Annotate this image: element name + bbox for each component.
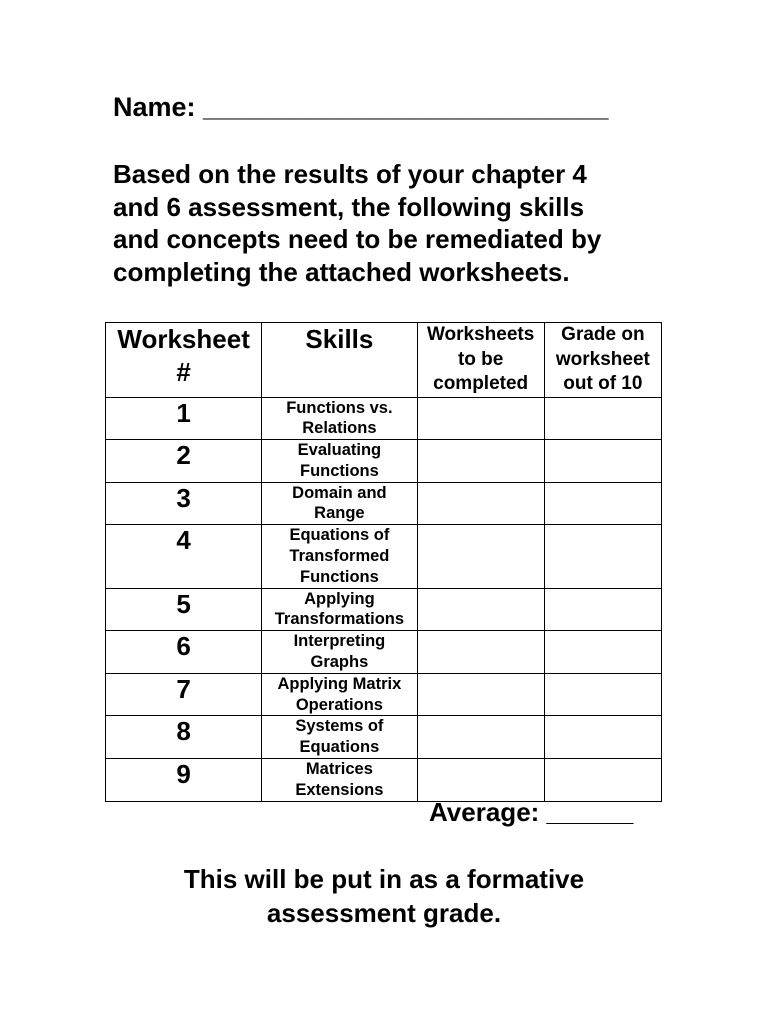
skill-text: Functions (299, 567, 379, 586)
table-header-row (106, 323, 662, 398)
skill-cell (262, 397, 417, 440)
worksheets-completed-cell[interactable] (417, 631, 544, 674)
worksheet-number-cell: 1 (106, 397, 262, 440)
skill-text: Functions (299, 461, 379, 480)
skill-text: Equations of (289, 526, 390, 545)
skill-text: Domain and (292, 483, 387, 502)
header-text: Grade on (561, 324, 645, 345)
name-field-label: Name: ___________________________ (113, 92, 609, 122)
header-text: Worksheets (426, 324, 535, 345)
skill-text: Transformed (289, 547, 390, 566)
grade-cell[interactable] (544, 397, 661, 440)
skill-text: Interpreting (293, 632, 386, 651)
instructions-line: and 6 assessment, the following skills (113, 191, 585, 222)
worksheet-number-cell: 4 (106, 525, 262, 588)
grade-cell[interactable] (544, 588, 661, 631)
header-text: Worksheet (117, 324, 250, 354)
worksheet-number-cell: 9 (106, 759, 262, 802)
skill-cell (262, 440, 417, 483)
skill-cell (262, 525, 417, 588)
grade-cell[interactable] (544, 525, 661, 588)
table-row (106, 716, 662, 759)
instructions-line: Based on the results of your chapter 4 (113, 159, 587, 189)
skill-text: Systems of (295, 717, 384, 736)
header-text: completed (433, 373, 529, 394)
skill-cell (262, 631, 417, 674)
skill-text: Equations (299, 738, 380, 757)
worksheet-number-cell: 6 (106, 631, 262, 674)
worksheets-completed-cell[interactable] (417, 716, 544, 759)
skill-text: Functions vs. (286, 398, 393, 417)
skill-text: Range (314, 504, 365, 523)
grade-cell[interactable] (544, 759, 661, 802)
worksheets-completed-cell[interactable] (417, 482, 544, 525)
skill-text: Matrices (305, 760, 373, 779)
header-text: # (176, 357, 191, 387)
header-text: worksheet (555, 348, 650, 370)
skill-cell (262, 716, 417, 759)
table-row (106, 673, 662, 716)
instructions-line: completing the attached worksheets. (113, 256, 570, 287)
worksheet-table (105, 322, 662, 802)
skill-cell (262, 673, 417, 716)
instructions-line: and concepts need to be remediated by (113, 224, 602, 254)
skill-text: Graphs (310, 653, 369, 672)
skill-text: Applying (304, 589, 375, 608)
table-row (106, 397, 662, 440)
grade-cell[interactable] (544, 673, 661, 716)
table-row (106, 588, 662, 631)
header-text: to be (457, 348, 504, 370)
table-row (106, 525, 662, 588)
table-row (106, 482, 662, 525)
skill-text: Evaluating (297, 441, 382, 460)
skill-text: Extensions (295, 780, 384, 799)
skill-text: Transformations (274, 610, 405, 629)
skill-cell (262, 759, 417, 802)
worksheet-number-cell: 8 (106, 716, 262, 759)
skill-cell (262, 588, 417, 631)
worksheet-number-cell: 7 (106, 673, 262, 716)
skill-cell (262, 482, 417, 525)
worksheets-completed-cell[interactable] (417, 588, 544, 631)
table-row (106, 759, 662, 802)
worksheets-completed-cell[interactable] (417, 525, 544, 588)
header-worksheets-to-be-completed (417, 323, 544, 398)
grade-cell[interactable] (544, 440, 661, 483)
grade-cell[interactable] (544, 631, 661, 674)
footer-line: This will be put in as a formative (183, 864, 585, 894)
header-grade (544, 323, 661, 398)
skill-text: Operations (295, 695, 383, 714)
header-text: out of 10 (563, 373, 643, 394)
footer-note (100, 862, 668, 930)
worksheet-number-cell: 2 (106, 440, 262, 483)
worksheet-number-cell: 3 (106, 482, 262, 525)
worksheets-completed-cell[interactable] (417, 440, 544, 483)
worksheets-completed-cell[interactable] (417, 673, 544, 716)
header-skills: Skills (262, 323, 417, 398)
table-row (106, 631, 662, 674)
average-label: Average: ______ (429, 797, 634, 827)
worksheets-completed-cell[interactable] (417, 759, 544, 802)
worksheet-number-cell: 5 (106, 588, 262, 631)
skill-text: Relations (302, 419, 377, 438)
footer-line: assessment grade. (266, 898, 502, 928)
skill-text: Applying Matrix (277, 674, 402, 693)
grade-cell[interactable] (544, 716, 661, 759)
worksheets-completed-cell[interactable] (417, 397, 544, 440)
header-worksheet-number (106, 323, 262, 398)
instructions-paragraph (113, 158, 673, 288)
table-row (106, 440, 662, 483)
grade-cell[interactable] (544, 482, 661, 525)
